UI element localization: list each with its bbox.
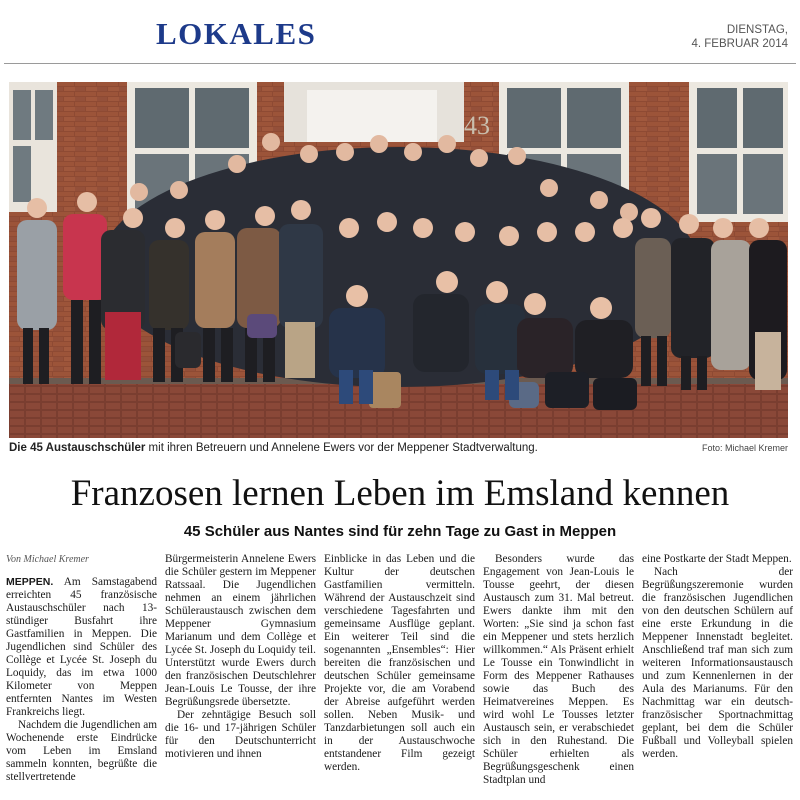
issue-date-text: 4. FEBRUAR 2014 <box>691 38 788 50</box>
paragraph-text: Am Samstagabend erreichten 45 französische Austauschschüler nach 13-stündiger Busfahrt ihre Gastfamilien in Meppen. Die Jugendlichen sind Schüler des Collège et Lycée St. Joseph du Loquidy, das im etwa 1000 Kilometer von Meppen entfernten Nantes im Westen Frankreichs liegt. <box>6 576 157 718</box>
article-column-5 <box>642 553 793 761</box>
caption-lead: Die 45 Austauschschüler <box>9 442 146 454</box>
paragraph: eine Postkarte der Stadt Meppen. <box>642 553 792 565</box>
article-body <box>6 553 794 798</box>
header-rule <box>4 63 796 64</box>
byline: Von Michael Kremer <box>6 554 89 565</box>
paragraph: Besonders wurde das Engagement von Jean-Louis le Tousse geehrt, der diesen Austausch zum 31. Mal betreut. Ewers dankte ihm mit den Worten: „Sie sind ja schon fast ein Meppener und stets herzlich willkommen.“ Als Präsent erhielt Le Tousse ein Tonwindlicht in Form des Meppener Rathauses sowie das Buch des Heimatvereines Meppen. Es wird wohl Le Tousses letzter Austausch sein, er verabschiedet sich in den Ruhestand. Die Schüler erhielten als Begrüßungsgeschenk einen Stadtplan und <box>483 553 634 786</box>
photo-credit: Foto: Michael Kremer <box>701 443 788 453</box>
photo-caption <box>9 441 788 456</box>
paragraph: Einblicke in das Leben und die Kultur der deutschen Gastfamilien vermitteln. Während der Austauschzeit sind verschiedene Tagesfahrten und gemeinsame Ausflüge geplant. Ein weiterer Teil sind die sogenannten „Ensembles“: Hier bereiten die französischen und deutschen Schüler gemeinsame Projekte vor, die am Vorabend der Abreise aufgeführt werden sollen. Neben Musik- und Tanzdarbietungen soll auch ein in der Austauschwoche entstandener Film gezeigt werden. <box>324 553 475 773</box>
article-column-1 <box>6 553 157 784</box>
article-column-3 <box>324 553 475 774</box>
section-title: LOKALES <box>156 16 317 51</box>
dateline: MEPPEN. <box>6 576 54 588</box>
paragraph: Nachdem die Jugendlichen am Wochenende erste Eindrücke vom Leben im Emsland sammeln konnten, begrüßte die stellvertretende <box>6 719 157 783</box>
article-column-2 <box>165 553 316 761</box>
caption-text: mit ihren Betreuern und Annelene Ewers vor der Meppener Stadtverwaltung. <box>145 442 538 454</box>
paragraph: Bürgermeisterin Annelene Ewers die Schüler gestern im Meppener Ratssaal. Die Jugendlichen nehmen an einem jährlichen Schüleraustausch zwischen dem Meppener Gymnasium Marianum und dem Collège et Lycée St. Joseph du Loquidy teil. Unterstützt wurde Ewers durch den französischen Deutschlehrer Jean-Louis Le Tousse, der ihre Begrüßungsrede übersetzte. <box>165 553 316 708</box>
issue-date <box>691 23 788 51</box>
door-number: 43 <box>464 111 490 140</box>
paragraph: Nach der Begrüßungszeremonie wurden die französischen Jugendlichen von den deutschen Schülern auf eine erste Erkundung in die Meppener Innenstadt begleitet. Anschließend traf man sich zum weiteren Informationsaustausch und zum Kennenlernen in der Aula des Marianums. Für den Nachmittag war ein deutsch-französischer Sportnachmittag geplant, bei dem die Schüler Fußball und Volleyball spielen werden. <box>642 566 793 760</box>
issue-weekday: DIENSTAG, <box>726 24 788 36</box>
paragraph <box>6 576 157 719</box>
paragraph: Der zehntägige Besuch soll die 16- und 17-jährigen Schüler für den Deutschunterricht motivieren und ihnen <box>165 709 316 760</box>
article-headline: Franzosen lernen Leben im Emsland kennen <box>70 473 730 514</box>
group-photo <box>9 82 788 438</box>
article-column-4 <box>483 553 634 787</box>
article-subheadline: 45 Schüler aus Nantes sind für zehn Tage zu Gast in Meppen <box>183 523 617 540</box>
